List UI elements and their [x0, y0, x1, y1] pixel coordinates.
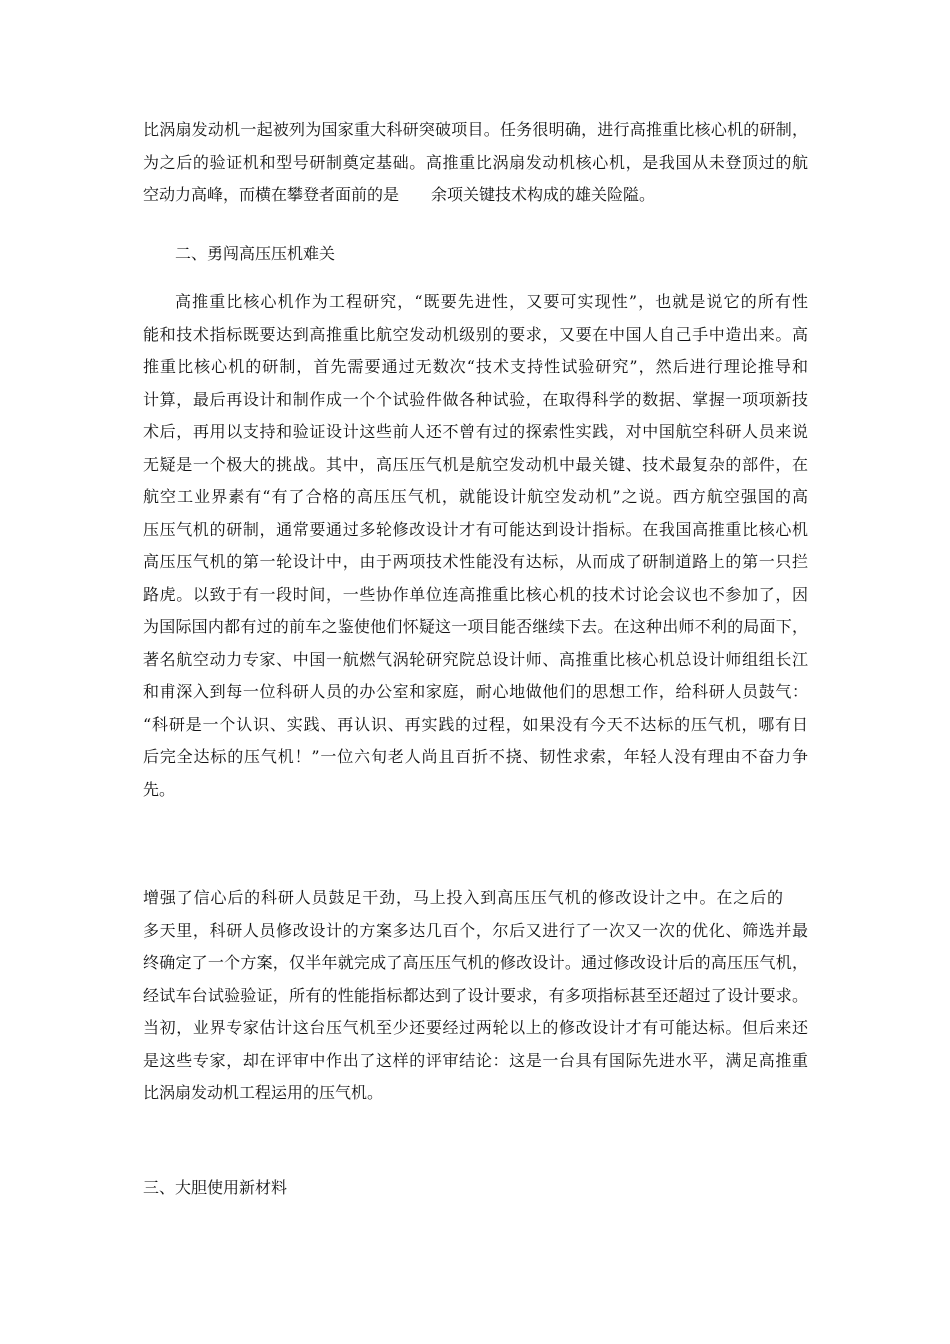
text-line: 推重比核心机的研制，首先需要通过无数次“技术支持性试验研究”，然后进行理论推导和: [143, 357, 808, 376]
text-line: 能和技术指标既要达到高推重比航空发动机级别的要求，又要在中国人自己手中造出来。高: [143, 324, 808, 344]
text-line: 路虎。以致于有一段时间，一些协作单位连高推重比核心机的技术讨论会议也不参加了，因: [143, 584, 808, 604]
text-line: 为之后的验证机和型号研制奠定基础。高推重比涡扇发动机核心机，是我国从未登顶过的航: [143, 152, 808, 172]
text-line: 比涡扇发动机一起被列为国家重大科研突破项目。任务很明确，进行高推重比核心机的研制，: [143, 120, 808, 139]
section-heading-2: 二、勇闯高压压机难关: [175, 244, 336, 263]
paragraph-redesign: [143, 882, 808, 1110]
text-line: 多天里，科研人员修改设计的方案多达几百个，尔后又进行了一次又一次的优化、筛选并最: [143, 920, 808, 940]
text-line: 高推重比核心机作为工程研究，“既要先进性，又要可实现性”，也就是说它的所有性: [175, 292, 808, 311]
paragraph-compressor: [143, 286, 808, 806]
text-line: 计算，最后再设计和制作成一个个试验件做各种试验，在取得科学的数据、掌握一项项新技: [143, 389, 808, 409]
text-line: 和甫深入到每一位科研人员的办公室和家庭，耐心地做他们的思想工作，给科研人员鼓气：: [143, 682, 808, 701]
text-line: 是这些专家，却在评审中作出了这样的评审结论：这是一台具有国际先进水平，满足高推重: [143, 1050, 808, 1070]
text-line: 为国际国内都有过的前车之鉴使他们怀疑这一项目能否继续下去。在这种出师不利的局面下，: [143, 617, 808, 636]
text-line: 先。: [143, 779, 176, 799]
text-line: 经试车台试验验证，所有的性能指标都达到了设计要求，有多项指标甚至还超过了设计要求。: [143, 985, 808, 1005]
text-line: 高压压气机的第一轮设计中，由于两项技术性能没有达标，从而成了研制道路上的第一只拦: [143, 552, 808, 571]
text-line: 空动力高峰，而横在攀登者面前的是 余项关键技术构成的雄关险隘。: [143, 185, 656, 204]
section-heading-3: 三、大胆使用新材料: [143, 1178, 288, 1197]
text-line: 术后，再用以支持和验证设计这些前人还不曾有过的探索性实践，对中国航空科研人员来说: [143, 422, 808, 441]
text-line: 增强了信心后的科研人员鼓足干劲，马上投入到高压压气机的修改设计之中。在之后的: [143, 888, 783, 907]
text-line: 后完全达标的压气机！”一位六旬老人尚且百折不挠、韧性求索，年轻人没有理由不奋力争: [143, 747, 808, 766]
text-line: 当初，业界专家估计这台压气机至少还要经过两轮以上的修改设计才有可能达标。但后来还: [143, 1018, 808, 1037]
text-line: 终确定了一个方案，仅半年就完成了高压压气机的修改设计。通过修改设计后的高压压气机，: [143, 953, 808, 972]
text-line: 无疑是一个极大的挑战。其中，高压压气机是航空发动机中最关键、技术最复杂的部件，在: [143, 454, 808, 474]
text-line: 压压气机的研制，通常要通过多轮修改设计才有可能达到设计指标。在我国高推重比核心机: [143, 519, 808, 539]
text-line: 比涡扇发动机工程运用的压气机。: [143, 1083, 384, 1102]
text-line: 著名航空动力专家、中国一航燃气涡轮研究院总设计师、高推重比核心机总设计师组组长江: [143, 649, 808, 669]
text-line: “科研是一个认识、实践、再认识、再实践的过程，如果没有今天不达标的压气机，哪有日: [143, 714, 808, 734]
paragraph-intro: [143, 114, 808, 212]
text-line: 航空工业界素有“有了合格的高压压气机，就能设计航空发动机”之说。西方航空强国的高: [143, 487, 808, 506]
